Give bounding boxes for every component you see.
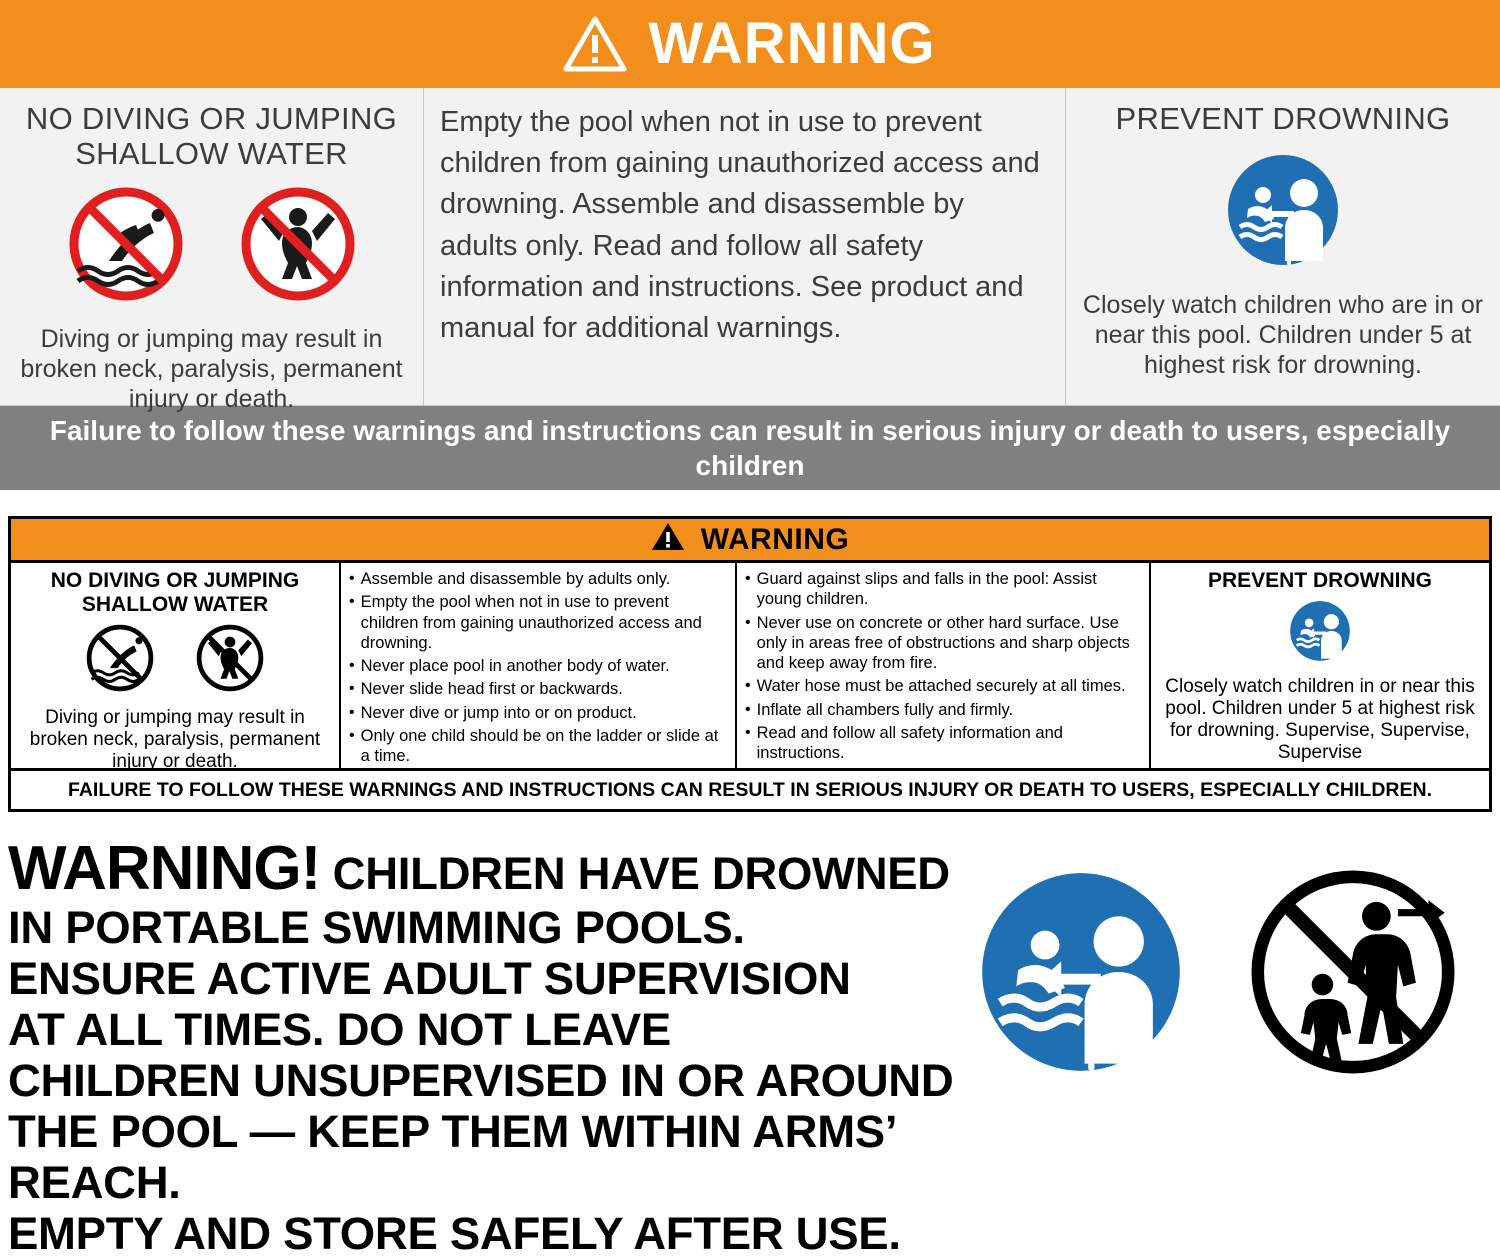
panel1-prevent-drowning-heading: PREVENT DROWNING xyxy=(1115,101,1451,136)
panel1-instructions-column xyxy=(424,88,1066,405)
panel-bw-warning xyxy=(8,516,1492,812)
panel3-line-1: IN PORTABLE SWIMMING POOLS. xyxy=(8,902,745,954)
list-item-text: Guard against slips and falls in the pool: Assist young children. xyxy=(756,570,1097,609)
no-diving-icon xyxy=(82,622,158,699)
panel2-body xyxy=(11,563,1489,771)
bullet-icon: • xyxy=(349,570,355,587)
panel1-footer-band: Failure to follow these warnings and instructions can result in serious injury or death to users, especially children xyxy=(0,406,1500,490)
panel1-supervision-icon-wrap xyxy=(1082,151,1484,274)
panel1-no-diving-icons xyxy=(16,185,407,308)
bullet-icon: • xyxy=(745,700,751,718)
list-item xyxy=(349,656,727,676)
adult-supervision-icon xyxy=(1288,599,1352,668)
panel2-no-diving-column xyxy=(11,563,341,773)
panel3-line-4: CHILDREN UNSUPERVISED IN OR AROUND xyxy=(8,1055,954,1107)
list-item-text: Assemble and disassemble by adults only. xyxy=(360,570,671,588)
panel2-prevent-drowning-caption: Closely watch children in or near this pool. Children under 5 at highest risk for drowning. Supervise, Supervise, Supervise xyxy=(1165,675,1475,763)
no-unattended-child-icon xyxy=(1247,866,1459,1083)
panel2-footer-band: FAILURE TO FOLLOW THESE WARNINGS AND INSTRUCTIONS CAN RESULT IN SERIOUS INJURY OR DEATH TO USERS, ESPECIALLY CHILDREN. xyxy=(67,778,1433,801)
list-item-text: Empty the pool when not in use to prevent children from gaining unauthorized access and drowning. xyxy=(360,593,702,652)
panel2-no-diving-caption: Diving or jumping may result in broken neck, paralysis, permanent injury or death. xyxy=(29,707,321,773)
no-jumping-icon xyxy=(192,622,268,699)
panel2-prevent-drowning-column xyxy=(1151,563,1489,768)
panel2-header-bar xyxy=(11,519,1489,563)
list-item xyxy=(349,726,727,767)
panel1-title: WARNING xyxy=(648,11,936,76)
list-item xyxy=(745,569,1141,610)
panel2-no-diving-icons xyxy=(19,622,331,699)
panel2-supervision-icon-wrap xyxy=(1159,599,1481,668)
list-item xyxy=(745,700,1141,720)
panel1-no-diving-column xyxy=(0,88,424,414)
list-item-text: Never dive or jump into or on product. xyxy=(360,703,637,722)
warning-triangle-icon xyxy=(651,522,685,557)
list-item xyxy=(349,703,727,723)
list-item-text: Never slide head first or backwards. xyxy=(360,680,623,699)
panel1-no-diving-heading: NO DIVING OR JUMPING SHALLOW WATER xyxy=(25,101,398,171)
bullet-icon: • xyxy=(745,723,751,741)
list-item-text: Inflate all chambers fully and firmly. xyxy=(756,700,1014,719)
list-item xyxy=(745,676,1141,696)
panel1-instructions-text: Empty the pool when not in use to prevent children from gaining unauthorized access and drowning. Assemble and disassemble by adults only. Read and follow all safety information and instructions. See product and manual for additional warnings. xyxy=(440,106,1040,344)
no-jumping-icon xyxy=(234,185,362,308)
panel3-icons xyxy=(975,866,1459,1083)
list-item xyxy=(349,569,727,589)
list-item-text: Water hose must be attached securely at all times. xyxy=(756,677,1126,696)
adult-supervision-icon xyxy=(975,866,1187,1083)
panel3-line-2: ENSURE ACTIVE ADULT SUPERVISION xyxy=(8,953,851,1005)
panel-statement xyxy=(0,826,1500,1260)
panel1-prevent-drowning-column xyxy=(1066,88,1500,405)
panel2-prevent-drowning-heading: PREVENT DROWNING xyxy=(1207,569,1432,592)
panel3-line-0: CHILDREN HAVE DROWNED xyxy=(332,848,950,899)
panel2-title: WARNING xyxy=(700,522,850,556)
no-diving-icon xyxy=(62,185,190,308)
panel1-header-bar xyxy=(0,0,1500,88)
bullet-icon: • xyxy=(349,726,355,744)
list-item xyxy=(349,679,727,699)
panel3-line-6: EMPTY AND STORE SAFELY AFTER USE. xyxy=(8,1208,901,1260)
panel2-no-diving-heading: NO DIVING OR JUMPING SHALLOW WATER xyxy=(50,569,300,616)
panel1-prevent-drowning-caption: Closely watch children who are in or near this pool. Children under 5 at highest risk for drowning. xyxy=(1082,290,1484,379)
panel-color-warning xyxy=(0,0,1500,492)
list-item-text: Never place pool in another body of water. xyxy=(360,657,670,676)
list-item xyxy=(745,613,1141,674)
panel3-line-3: AT ALL TIMES. DO NOT LEAVE xyxy=(8,1004,671,1056)
list-item xyxy=(349,592,727,653)
panel2-list-left xyxy=(341,563,737,768)
adult-supervision-icon xyxy=(1224,151,1342,274)
list-item xyxy=(745,723,1141,764)
panel3-text-block xyxy=(8,834,968,1260)
panel2-list-right xyxy=(737,563,1151,768)
panel3-line-5: THE POOL — KEEP THEM WITHIN ARMS’ REACH. xyxy=(8,1106,895,1209)
list-item-text: Read and follow all safety information and instructions. xyxy=(756,723,1063,763)
panel1-no-diving-caption: Diving or jumping may result in broken neck, paralysis, permanent injury or death. xyxy=(20,325,403,414)
bullet-icon: • xyxy=(349,657,355,675)
bullet-icon: • xyxy=(349,703,355,721)
panel1-body xyxy=(0,88,1500,414)
list-item-text: Only one child should be on the ladder or slide at a time. xyxy=(360,726,719,766)
warning-triangle-icon xyxy=(564,16,626,72)
panel3-lead: WARNING! xyxy=(8,834,321,903)
bullet-icon: • xyxy=(349,593,355,611)
bullet-icon: • xyxy=(349,680,355,698)
list-item-text: Never use on concrete or other hard surface. Use only in areas free of obstructions and sharp objects and keep away from fire. xyxy=(756,613,1130,673)
bullet-icon: • xyxy=(745,677,751,695)
bullet-icon: • xyxy=(745,570,751,587)
bullet-icon: • xyxy=(745,613,751,631)
